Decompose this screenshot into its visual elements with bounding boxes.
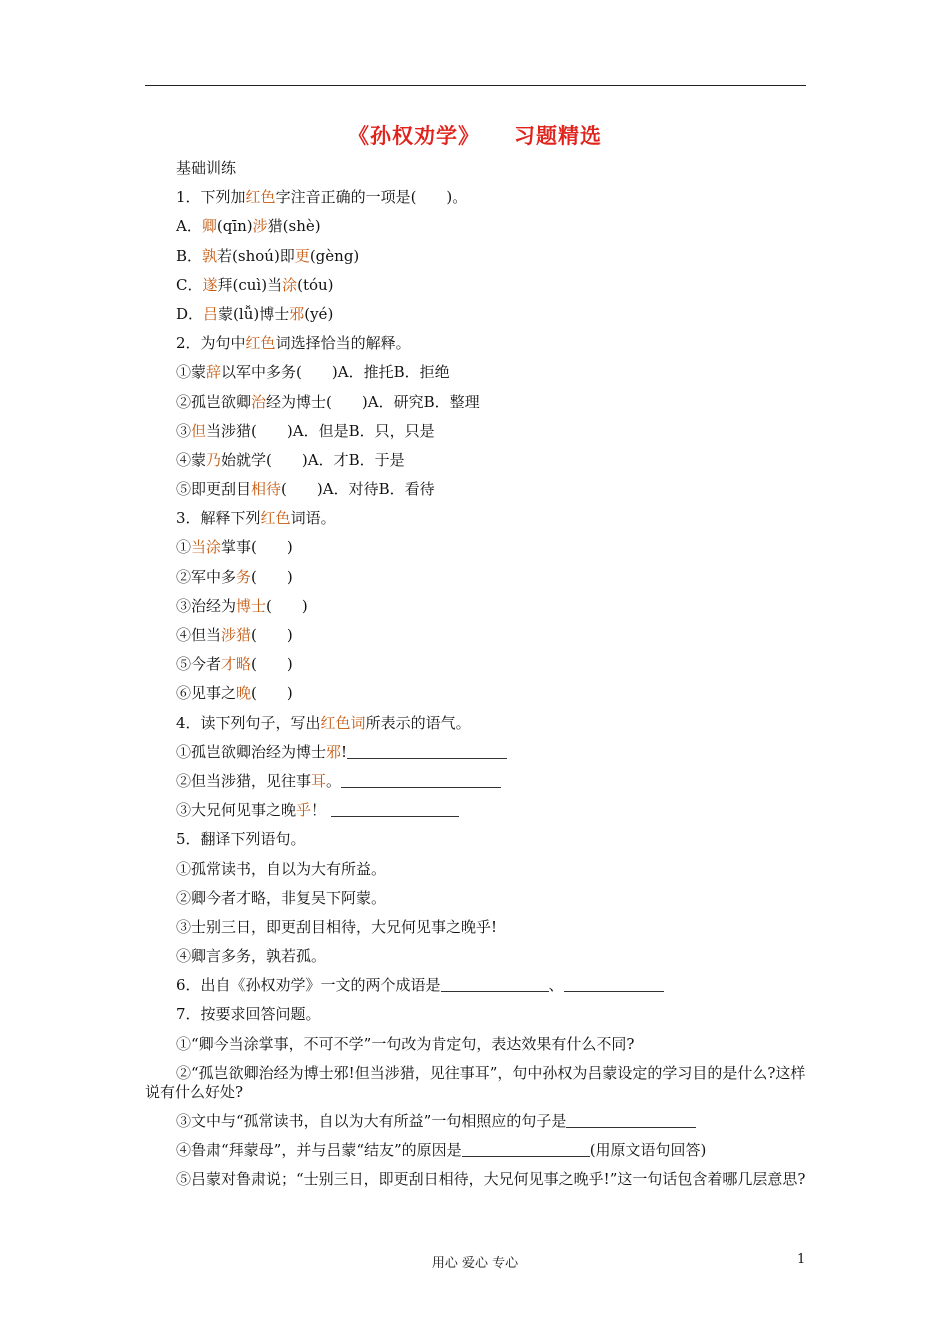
item-text: ( ) (251, 626, 293, 644)
item-text: 当涉猎( )A．但是B．只，只是 (206, 421, 435, 440)
item-text: ①蒙 (176, 363, 207, 382)
q1-stem (176, 183, 808, 212)
highlight-word: 治 (251, 392, 267, 411)
option-text: (gèng) (309, 246, 360, 265)
q6-text: 6．出自《孙权劝学》一文的两个成语是 (176, 976, 441, 995)
option-label: C． (176, 275, 203, 294)
item-text: ③大兄何见事之晚 (176, 801, 297, 820)
item-text: ③ (176, 421, 192, 440)
item-text: ④鲁肃“拜蒙母”，并与吕蒙“结友”的原因是 (176, 1141, 462, 1159)
highlight-word: 相待 (251, 480, 282, 499)
answer-blank[interactable] (341, 770, 501, 788)
q3-item-2 (176, 563, 808, 592)
highlight-word: 务 (236, 567, 252, 586)
option-text: 猎(shè) (267, 217, 321, 236)
highlight-char: 遂 (202, 275, 218, 294)
q7-stem: 7．按要求回答问题。 (176, 1005, 321, 1024)
item-text: 掌事( ) (221, 538, 293, 557)
q5-item-3: ③士别三日，即更刮目相待，大兄何见事之晚乎! (176, 917, 498, 936)
q2-stem (176, 329, 808, 358)
highlight-word: 辞 (206, 363, 222, 382)
q6-separator: 、 (548, 976, 564, 995)
highlight-word: 耳 (311, 771, 327, 790)
q1-option-d (176, 300, 808, 329)
q4-stem (176, 709, 808, 738)
item-text: ！ (311, 801, 327, 820)
q3-item-6 (176, 679, 808, 708)
answer-blank[interactable] (564, 974, 664, 992)
q3-stem (176, 504, 808, 533)
q2-item-4 (176, 446, 808, 475)
q4-stem-text: 4．读下列句子，写出 (176, 713, 321, 732)
q4-stem-highlight: 红色词 (320, 713, 366, 732)
q7-item-4 (176, 1136, 808, 1165)
option-text: 蒙(lǚ)博士 (218, 304, 290, 323)
option-text: (qīn) (216, 217, 253, 236)
q1-stem-text: 1．下列加 (176, 188, 246, 207)
q3-item-3 (176, 592, 808, 621)
item-text: ②但当涉猎，见往事 (176, 771, 312, 790)
q1-option-c (176, 271, 808, 300)
highlight-word: 但 (191, 421, 207, 440)
option-label: D． (176, 304, 204, 323)
option-label: A． (176, 217, 202, 236)
item-text: ( ) (266, 596, 308, 615)
item-text: ( ) (251, 567, 293, 586)
item-text: ③文中与“孤常读书，自以为大有所益”一句相照应的句子是 (176, 1111, 567, 1130)
answer-blank[interactable] (441, 974, 549, 992)
option-text: (yé) (304, 304, 334, 323)
item-text: ( ) (251, 655, 293, 674)
document-body (145, 154, 808, 1194)
highlight-char: 孰 (202, 246, 218, 265)
header-rule (145, 85, 806, 86)
q1-option-b (176, 242, 808, 271)
option-label: B． (176, 246, 203, 265)
q2-stem-text-end: 词选择恰当的解释。 (275, 334, 411, 353)
highlight-word: 乃 (206, 450, 222, 469)
item-text: 以军中多务( )A．推托B．拒绝 (221, 363, 450, 382)
highlight-word: 涉猎 (221, 626, 252, 644)
q4-item-2 (176, 767, 808, 796)
q5-stem: 5．翻译下列语句。 (176, 830, 306, 849)
item-text: ( )A．对待B．看待 (281, 480, 435, 499)
item-text: ( ) (251, 684, 293, 703)
q3-item-1 (176, 533, 808, 562)
item-text: ③治经为 (176, 596, 237, 615)
title-book: 《孙权劝学》 (348, 124, 480, 148)
q4-item-1 (176, 738, 808, 767)
q2-item-2 (176, 388, 808, 417)
q2-stem-text: 2．为句中 (176, 334, 246, 353)
q7-item-3 (176, 1107, 808, 1136)
q1-stem-highlight: 红色 (245, 188, 276, 207)
title-subtitle: 习题精选 (514, 124, 602, 148)
item-text: ⑤今者 (176, 655, 222, 674)
section-heading: 基础训练 (176, 159, 237, 177)
highlight-word: 邪 (326, 742, 342, 761)
item-text: ⑥见事之 (176, 684, 237, 703)
item-text: ②孤岂欲卿 (176, 392, 252, 411)
option-text: 拜(cuì)当 (217, 275, 283, 294)
highlight-char: 更 (294, 246, 310, 265)
item-text: ④但当 (176, 626, 222, 644)
highlight-char: 涉 (252, 217, 268, 236)
highlight-word: 晚 (236, 684, 252, 703)
q7-item-1: ①“卿今当涂掌事，不可不学”一句改为肯定句，表达效果有什么不同? (176, 1034, 635, 1053)
q7-item-2: ②“孤岂欲卿治经为博士邪!但当涉猎，见往事耳”，句中孙权为吕蒙设定的学习目的是什么?这样说有什么好处? (145, 1063, 806, 1101)
option-text: 若(shoú)即 (217, 246, 295, 265)
q5-item-1: ①孤常读书，自以为大有所益。 (176, 859, 387, 878)
item-text: ②军中多 (176, 567, 237, 586)
q3-stem-text-end: 词语。 (290, 509, 336, 528)
q5-item-4: ④卿言多务，孰若孤。 (176, 947, 327, 966)
q2-stem-highlight: 红色 (245, 334, 276, 353)
page-number: 1 (797, 1252, 806, 1267)
answer-blank[interactable] (566, 1110, 696, 1128)
item-text: ! (341, 742, 348, 761)
q5-item-2: ②卿今者才略，非复吴下阿蒙。 (176, 888, 387, 907)
highlight-char: 卿 (201, 217, 217, 236)
item-text: ④蒙 (176, 450, 207, 469)
highlight-char: 涂 (282, 275, 298, 294)
q1-stem-text-end: 字注音正确的一项是( )。 (275, 188, 468, 207)
q3-stem-text: 3．解释下列 (176, 509, 261, 528)
q4-item-3 (176, 796, 808, 825)
highlight-word: 乎 (296, 801, 312, 820)
item-text: ① (176, 538, 192, 557)
answer-blank[interactable] (462, 1139, 590, 1157)
item-text: 经为博士( )A．研究B．整理 (266, 392, 480, 411)
item-text: ①孤岂欲卿治经为博士 (176, 742, 327, 761)
q4-stem-text-end: 所表示的语气。 (365, 713, 471, 732)
q1-option-a (176, 212, 808, 241)
highlight-char: 吕 (203, 304, 219, 323)
highlight-word: 才略 (221, 655, 252, 674)
item-text: 。 (326, 771, 342, 790)
highlight-word: 当涂 (191, 538, 222, 557)
highlight-char: 邪 (289, 304, 305, 323)
item-text: 始就学( )A．才B．于是 (221, 450, 405, 469)
item-text: (用原文语句回答) (589, 1141, 707, 1159)
q3-item-4 (176, 621, 808, 650)
q3-stem-highlight: 红色 (260, 509, 291, 528)
q3-item-5 (176, 650, 808, 679)
item-text: ⑤即更刮目 (176, 480, 252, 499)
page-title (0, 120, 950, 150)
footer-motto: 用心 爱心 专心 (431, 1256, 519, 1271)
answer-blank[interactable] (331, 799, 459, 817)
q6-stem (176, 971, 808, 1000)
q2-item-1 (176, 358, 808, 387)
q2-item-5 (176, 475, 808, 504)
option-text: (tóu) (297, 275, 334, 294)
q2-item-3 (176, 417, 808, 446)
q7-item-5: ⑤吕蒙对鲁肃说；“士别三日，即更刮日相待，大兄何见事之晚乎!”这一句话包含着哪几层意思? (176, 1170, 806, 1189)
highlight-word: 博士 (236, 596, 267, 615)
answer-blank[interactable] (347, 741, 507, 759)
